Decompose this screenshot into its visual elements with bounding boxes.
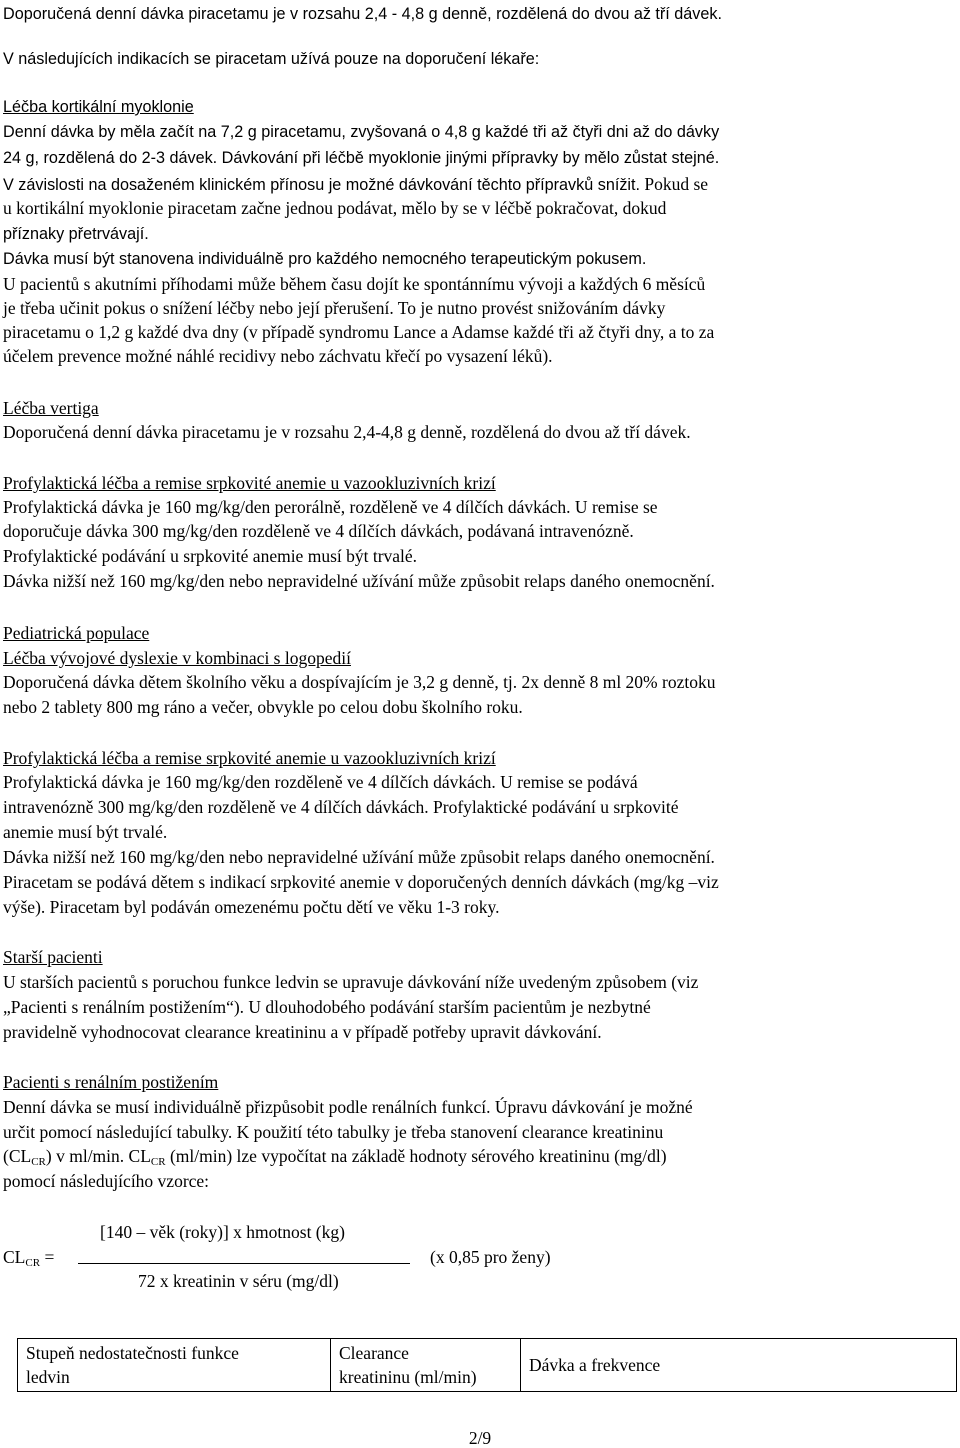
formula-note: (x 0,85 pro ženy) xyxy=(430,1247,551,1267)
myoclonus-line-4: u kortikální myoklonie piracetam začne jednou podávat, mělo by se v léčbě pokračovat, dokud xyxy=(3,198,667,218)
myoclonus-line-3 xyxy=(3,172,708,197)
renal-line-4: pomocí následujícího vzorce: xyxy=(3,1171,210,1191)
renal-line-1: Denní dávka se musí individuálně přizpůsobit podle renálních funkcí. Úpravu dávkování je možné xyxy=(3,1097,693,1117)
elderly-line-2: „Pacienti s renálním postižením“). U dlouhodobého podávání starším pacientům je nezbytné xyxy=(3,997,651,1017)
table-header-cell xyxy=(331,1339,521,1392)
renal-sub-1: CR xyxy=(31,1156,46,1168)
myoclonus-line-2: 24 g, rozdělená do 2-3 dávek. Dávkování při léčbě myoklonie jinými přípravky by mělo zůstat stejné. xyxy=(3,149,720,167)
section-heading-sickle-child: Profylaktická léčba a remise srpkovité anemie u vazookluzivních krizí xyxy=(3,748,496,768)
table-header-cell xyxy=(18,1339,331,1392)
myoclonus-line-1: Denní dávka by měla začít na 7,2 g piracetamu, zvyšovaná o 4,8 g každé tři až čtyři dni až do dávky xyxy=(3,123,720,141)
section-heading-myoclonus: Léčba kortikální myoklonie xyxy=(3,98,194,116)
myoclonus-line-9: piracetamu o 1,2 g každé dva dny (v případě syndromu Lance a Adamse každé tři až čtyři dny, a to za xyxy=(3,322,715,342)
myoclonus-line-8 xyxy=(3,296,665,320)
formula-lhs-cl: CL xyxy=(3,1247,26,1267)
intro-line-2: V následujících indikacích se piracetam užívá pouze na doporučení lékaře: xyxy=(3,50,540,68)
renal-line-3a: (CL xyxy=(3,1146,32,1166)
formula-lhs xyxy=(3,1245,54,1269)
renal-sub-2: CR xyxy=(150,1156,166,1168)
pediatric-subheading: Léčba vývojové dyslexie v kombinaci s logopedií xyxy=(3,648,351,668)
section-heading-sickle-adult: Profylaktická léčba a remise srpkovité anemie u vazookluzivních krizí xyxy=(3,473,496,493)
elderly-line-3: pravidelně vyhodnocovat clearance kreatininu a v případě potřeby upravit dávkování. xyxy=(3,1022,602,1042)
table-header-cell xyxy=(521,1339,957,1392)
dose-table xyxy=(17,1338,957,1392)
formula-numerator: [140 – věk (roky)] x hmotnost (kg) xyxy=(100,1222,345,1242)
table-header-1-line-2: ledvin xyxy=(26,1367,70,1387)
sickle-child-line-3: anemie musí být trvalé. xyxy=(3,822,168,842)
page-number: 2/9 xyxy=(468,1428,492,1448)
renal-line-2: určit pomocí následující tabulky. K použití této tabulky je třeba stanovení clearance kreatininu xyxy=(3,1122,664,1142)
sickle-child-line-1: Profylaktická dávka je 160 mg/kg/den rozděleně ve 4 dílčích dávkách. U remise se podává xyxy=(3,772,638,792)
sickle-child-line-5: Piracetam se podává dětem s indikací srpkovité anemie v doporučených denních dávkách (mg/kg –viz xyxy=(3,872,719,892)
table-header-3-line-1: Dávka a frekvence xyxy=(529,1355,661,1375)
sickle-adult-line-1: Profylaktická dávka je 160 mg/kg/den perorálně, rozděleně ve 4 dílčích dávkách. U remise se xyxy=(3,497,658,517)
sickle-child-line-4: Dávka nižší než 160 mg/kg/den nebo nepravidelné užívání může způsobit relaps daného onemocnění. xyxy=(3,847,715,867)
section-heading-elderly: Starší pacienti xyxy=(3,947,103,967)
renal-line-3c: (ml/min) lze vypočítat na základě hodnoty sérového kreatininu (mg/dl) xyxy=(165,1146,667,1166)
table-header-row xyxy=(18,1339,957,1392)
elderly-line-1: U starších pacientů s poruchou funkce ledvin se upravuje dávkování níže uvedeným způsobem (viz xyxy=(3,972,699,992)
section-heading-pediatric: Pediatrická populace xyxy=(3,623,150,643)
table-header-2-line-1: Clearance xyxy=(339,1343,409,1363)
myoclonus-line-5: příznaky přetrvávají. xyxy=(3,225,149,243)
formula-fraction-line xyxy=(78,1263,410,1264)
formula-equals: = xyxy=(40,1247,55,1267)
pediatric-line-2: nebo 2 tablety 800 mg ráno a večer, obvykle po celou dobu školního roku. xyxy=(3,697,523,717)
section-heading-renal: Pacienti s renálním postižením xyxy=(3,1072,219,1092)
pediatric-line-1: Doporučená dávka dětem školního věku a dospívajícím je 3,2 g denně, tj. 2x denně 8 ml 20% roztoku xyxy=(3,672,716,692)
myoclonus-line-3b: Pokud se xyxy=(644,174,709,194)
sickle-adult-line-4: Dávka nižší než 160 mg/kg/den nebo nepravidelné užívání může způsobit relaps daného onemocnění. xyxy=(3,571,715,591)
renal-line-3 xyxy=(3,1144,667,1168)
renal-line-3b: ) v ml/min. CL xyxy=(45,1146,151,1166)
sickle-child-line-6: výše). Piracetam byl podáván omezenému počtu dětí ve věku 1-3 roky. xyxy=(3,897,500,917)
myoclonus-line-7: U pacientů s akutními příhodami může během času dojít ke spontánnímu vývoji a každých 6 měsíců xyxy=(3,274,706,294)
sickle-adult-line-2: doporučuje dávka 300 mg/kg/den rozděleně ve 4 dílčích dávkách, podávaná intravenózně. xyxy=(3,521,634,541)
myoclonus-line-3a: V závislosti na dosaženém klinickém přínosu je možné dávkování těchto přípravků snížit. xyxy=(3,176,641,194)
myoclonus-line-6: Dávka musí být stanovena individuálně pro každého nemocného terapeutickým pokusem. xyxy=(3,250,647,268)
sickle-child-line-2: intravenózně 300 mg/kg/den rozděleně ve 4 dílčích dávkách. Profylaktické podávání u srpkovité xyxy=(3,797,679,817)
table-header-1-line-1: Stupeň nedostatečnosti funkce xyxy=(26,1343,239,1363)
vertigo-line-1: Doporučená denní dávka piracetamu je v rozsahu 2,4-4,8 g denně, rozdělená do dvou až tří dávek. xyxy=(3,422,691,442)
formula-lhs-sub: CR xyxy=(25,1257,41,1269)
formula-denominator: 72 x kreatinin v séru (mg/dl) xyxy=(138,1271,339,1291)
table-header-2-line-2: kreatininu (ml/min) xyxy=(339,1367,477,1387)
section-heading-vertigo: Léčba vertiga xyxy=(3,398,99,418)
intro-line-1: Doporučená denní dávka piracetamu je v rozsahu 2,4 - 4,8 g denně, rozdělená do dvou až tří dávek. xyxy=(3,5,723,23)
myoclonus-line-10: účelem prevence možné náhlé recidivy nebo záchvatu křečí po vysazení léků). xyxy=(3,346,553,366)
myoclonus-line-8b: To je nutno provést snižováním dávky xyxy=(397,298,666,318)
myoclonus-line-8a: je třeba učinit pokus o snížení léčby nebo její přerušení. xyxy=(3,298,394,318)
sickle-adult-line-3: Profylaktické podávání u srpkovité anemie musí být trvalé. xyxy=(3,546,418,566)
